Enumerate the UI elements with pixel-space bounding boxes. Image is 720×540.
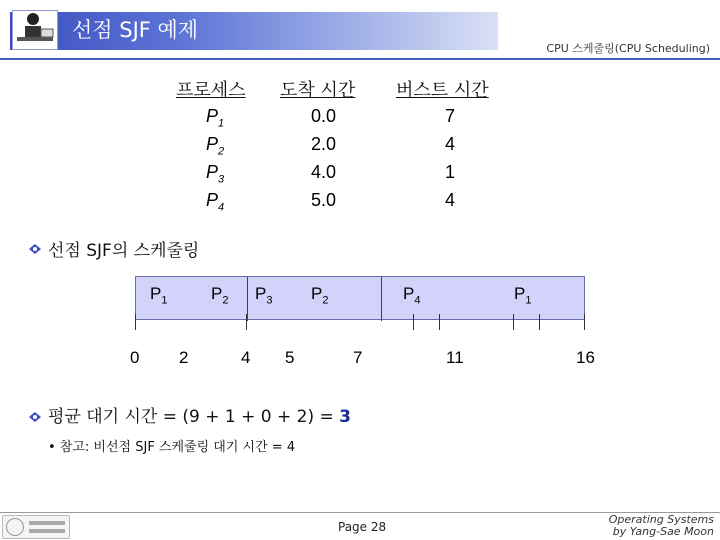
bullet-icon	[28, 408, 42, 420]
gantt-tick	[413, 314, 414, 330]
gantt-time-label: 0	[130, 348, 140, 367]
page-number: Page 28	[338, 520, 387, 534]
footer-credits: Operating Systems by Yang-Sae Moon	[608, 513, 714, 538]
gantt-segment-label: $P_4$	[403, 284, 421, 307]
gantt-tick	[584, 314, 585, 330]
table-row-arrival: 0.0	[311, 106, 337, 126]
table-row-process: $P_3$	[206, 162, 225, 186]
university-logo	[2, 515, 70, 539]
gantt-tick	[439, 314, 440, 330]
gantt-segment-label: $P_2$	[211, 284, 229, 307]
table-row-process: $P_1$	[206, 106, 225, 130]
average-wait-time: 평균 대기 시간 = (9 + 1 + 0 + 2) = 3	[48, 407, 351, 427]
gantt-segment-label: $P_1$	[150, 284, 168, 307]
bullet-icon	[28, 240, 42, 252]
gantt-tick	[135, 314, 136, 330]
presenter-icon	[12, 10, 58, 50]
table-row-process: $P_4$	[206, 190, 225, 214]
table-row-process: $P_2$	[206, 134, 225, 158]
table-row-burst: 7	[445, 106, 456, 126]
nonpreemptive-note: • 참고: 비선점 SJF 스케줄링 대기 시간 = 4	[48, 440, 296, 455]
gantt-tick	[246, 314, 247, 330]
table-header-burst: 버스트 시간	[396, 80, 489, 101]
gantt-time-label: 5	[285, 348, 295, 367]
gantt-divider	[247, 277, 248, 321]
average-wait-value: 3	[339, 407, 351, 427]
table-row-arrival: 5.0	[311, 190, 337, 210]
gantt-heading: 선점 SJF의 스케줄링	[48, 241, 200, 261]
gantt-tick	[513, 314, 514, 330]
gantt-segment-label: $P_2$	[311, 284, 329, 307]
gantt-time-label: 16	[576, 348, 595, 367]
gantt-tick	[539, 314, 540, 330]
table-header-process: 프로세스	[176, 80, 246, 101]
table-row-burst: 4	[445, 190, 456, 210]
slide-subtitle: CPU 스케줄링(CPU Scheduling)	[546, 42, 710, 55]
gantt-time-label: 4	[241, 348, 251, 367]
table-row-burst: 1	[445, 162, 456, 182]
gantt-time-label: 2	[179, 348, 189, 367]
gantt-time-label: 11	[446, 348, 464, 367]
gantt-time-label: 7	[353, 348, 363, 367]
header-divider	[0, 58, 720, 60]
table-header-arrival: 도착 시간	[280, 80, 356, 101]
gantt-segment-label: $P_3$	[255, 284, 273, 307]
gantt-divider	[381, 277, 382, 321]
table-row-burst: 4	[445, 134, 456, 154]
slide-title: 선점 SJF 예제	[72, 18, 199, 42]
table-row-arrival: 4.0	[311, 162, 337, 182]
gantt-segment-label: $P_1$	[514, 284, 532, 307]
table-row-arrival: 2.0	[311, 134, 337, 154]
